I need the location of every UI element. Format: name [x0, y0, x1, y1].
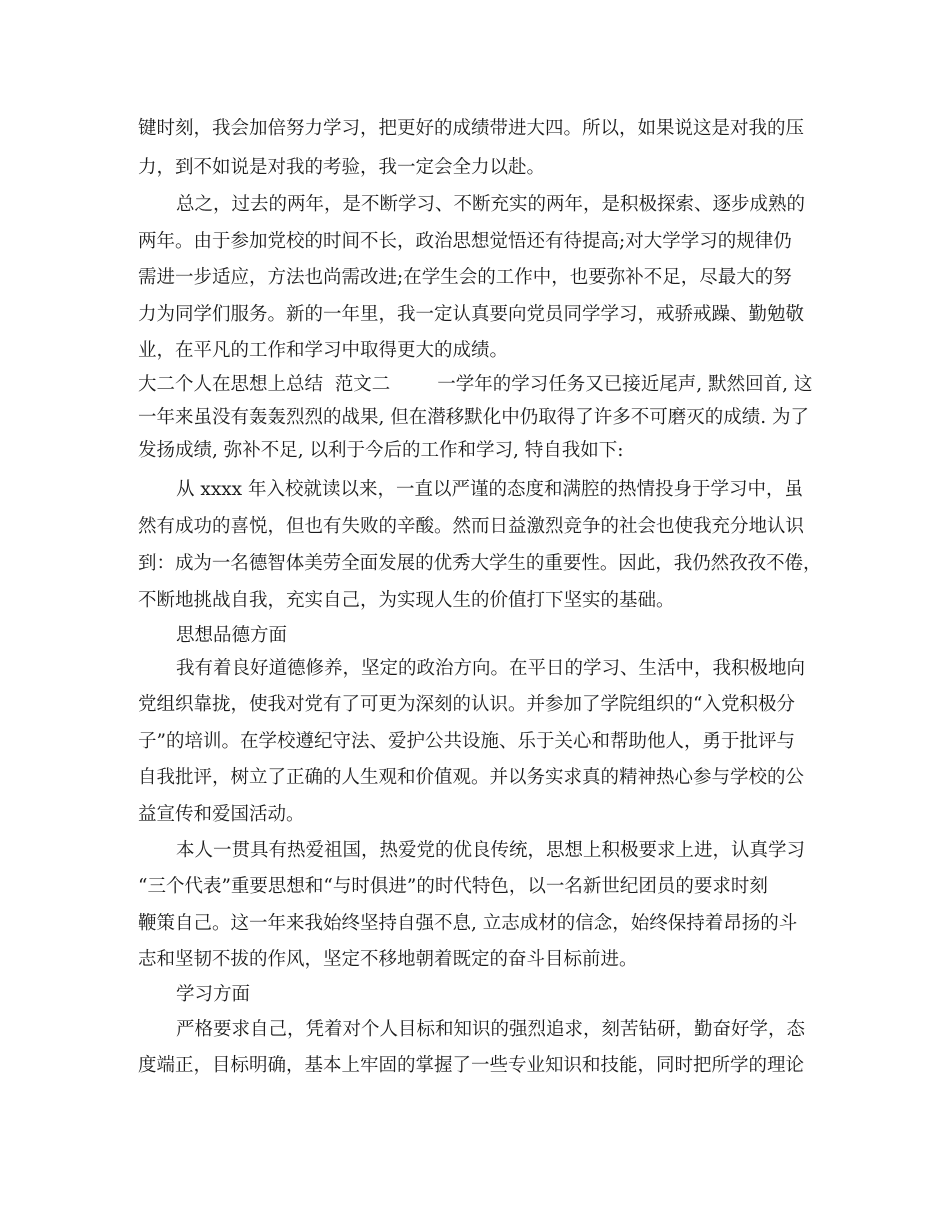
text-line: 度端正，目标明确，基本上牢固的掌握了一些专业知识和技能，同时把所学的理论 — [138, 1055, 805, 1076]
text-line: 一年来虽没有轰轰烈烈的战果, 但在潜移默化中仍取得了许多不可磨灭的成绩. 为了 — [138, 407, 810, 428]
text-line: 自我批评，树立了正确的人生观和价值观。并以务实求真的精神热心参与学校的公 — [138, 767, 805, 788]
text-line: “三个代表”重要思想和“与时俱进”的时代特色，以一名新世纪团员的要求时刻 — [138, 876, 768, 897]
text-line: 然有成功的喜悦，但也有失败的辛酸。然而日益激烈竞争的社会也使我充分地认识 — [138, 516, 805, 537]
text-line: 总之，过去的两年，是不断学习、不断充实的两年，是积极探索、逐步成熟的 — [176, 194, 806, 215]
text-line: 严格要求自己，凭着对个人目标和知识的强烈追求，刻苦钻研，勤奋好学，态 — [176, 1019, 806, 1040]
text-line: 鞭策自己。这一年来我始终坚持自强不息, 立志成材的信念，始终保持着昂扬的斗 — [138, 913, 798, 934]
text-line: 党组织靠拢，使我对党有了可更为深刻的认识。并参加了学院组织的“入党积极分 — [138, 694, 795, 715]
text-line: 我有着良好道德修养，坚定的政治方向。在平日的学习、生活中，我积极地向 — [176, 658, 806, 679]
text-line: 力，到不如说是对我的考验，我一定会全力以赴。 — [138, 157, 546, 178]
subheading: 学习方面 — [176, 984, 251, 1005]
text-line: 从 xxxx 年入校就读以来，一直以严谨的态度和满腔的热情投身于学习中，虽 — [176, 479, 803, 500]
text-line: 业，在平凡的工作和学习中取得更大的成绩。 — [138, 340, 509, 361]
text-line: 键时刻，我会加倍努力学习，把更好的成绩带进大四。所以，如果说这是对我的压 — [138, 118, 805, 139]
text-line: 益宣传和爱国活动。 — [138, 804, 305, 825]
text-line: 不断地挑战自我，充实自己，为实现人生的价值打下坚实的基础。 — [138, 590, 675, 611]
text-line: 志和坚韧不拔的作风，坚定不移地朝着既定的奋斗目标前进。 — [138, 949, 638, 970]
text-line: 需进一步适应，方法也尚需改进;在学生会的工作中，也要弥补不足，尽最大的努 — [138, 267, 792, 288]
text-line: 本人一贯具有热爱祖国，热爱党的优良传统，思想上积极要求上进，认真学习 — [176, 840, 806, 861]
subheading: 思想品德方面 — [176, 625, 288, 646]
text-line: 到：成为一名德智体美劳全面发展的优秀大学生的重要性。因此，我仍然孜孜不倦， — [138, 553, 822, 574]
text-line: 发扬成绩, 弥补不足, 以利于今后的工作和学习, 特自我如下: — [138, 440, 624, 461]
text-line: 两年。由于参加党校的时间不长，政治思想觉悟还有待提高;对大学学习的规律仍 — [138, 231, 792, 252]
section-heading-line: 大二个人在思想上总结 范文二 一学年的学习任务又已接近尾声, 默然回首, 这 — [138, 374, 813, 395]
text-line: 力为同学们服务。新的一年里，我一定认真要向党员同学学习，戒骄戒躁、勤勉敬 — [138, 304, 805, 325]
text-line: 子”的培训。在学校遵纪守法、爱护公共设施、乐于关心和帮助他人，勇于批评与 — [138, 731, 795, 752]
